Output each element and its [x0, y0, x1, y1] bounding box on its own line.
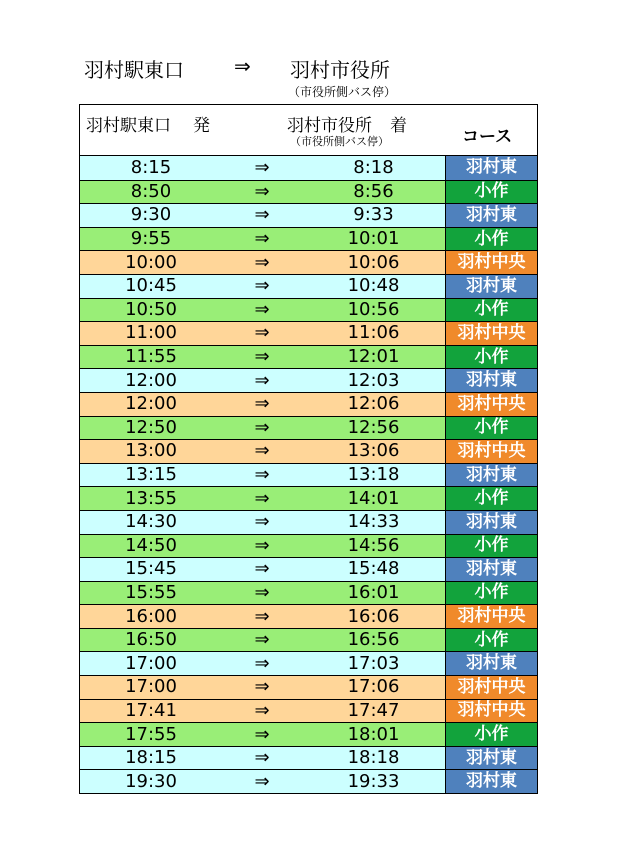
table-row: [80, 298, 537, 322]
arrow-icon: ⇒: [254, 416, 270, 438]
departure-time: 9:30: [130, 204, 172, 226]
arrow-icon: ⇒: [254, 180, 270, 202]
arrow-icon: ⇒: [254, 770, 270, 792]
course-badge: 小作: [445, 487, 537, 510]
arrival-time: 17:06: [347, 676, 400, 698]
departure-time: 17:55: [125, 723, 177, 745]
arrival-time: 9:33: [353, 204, 394, 226]
arrow-icon: ⇒: [254, 699, 270, 721]
course-badge: 小作: [445, 535, 537, 558]
header-course: コース: [462, 127, 513, 147]
course-badge: 小作: [445, 181, 537, 204]
arrival-time: 16:01: [347, 581, 400, 603]
header-departure-suffix: 発: [193, 116, 210, 136]
arrival-time: 10:56: [347, 298, 400, 320]
arrival-time: 16:06: [347, 605, 400, 627]
arrow-icon: ⇒: [254, 251, 270, 273]
table-row: [80, 439, 537, 463]
table-row: [80, 628, 537, 652]
arrival-time: 10:01: [347, 228, 400, 250]
departure-time: 11:55: [125, 346, 177, 368]
departure-time: 15:55: [125, 581, 177, 603]
title-origin: 羽村駅東口: [84, 58, 184, 82]
course-badge: 羽村中央: [445, 440, 537, 463]
departure-time: 13:55: [125, 487, 177, 509]
table-row: [80, 699, 537, 723]
arrow-icon: ⇒: [254, 464, 270, 486]
arrival-time: 13:06: [347, 440, 400, 462]
title-destination: 羽村市役所: [290, 58, 390, 82]
arrow-icon: ⇒: [254, 346, 270, 368]
arrival-time: 10:48: [347, 275, 400, 297]
arrow-icon: ⇒: [254, 652, 270, 674]
arrow-icon: ⇒: [254, 298, 270, 320]
arrow-icon: ⇒: [254, 605, 270, 627]
departure-time: 11:00: [125, 322, 177, 344]
course-badge: 小作: [445, 417, 537, 440]
table-row: [80, 675, 537, 699]
departure-time: 10:50: [125, 298, 177, 320]
table-row: [80, 534, 537, 558]
table-row: [80, 746, 537, 770]
arrival-time: 13:18: [347, 464, 400, 486]
departure-time: 9:55: [130, 228, 172, 250]
arrow-icon: ⇒: [254, 440, 270, 462]
table-row: [80, 651, 537, 675]
table-row: [80, 274, 537, 298]
departure-time: 8:50: [130, 180, 172, 202]
arrival-time: 11:06: [347, 322, 400, 344]
course-badge: 羽村東: [445, 511, 537, 534]
departure-time: 17:41: [125, 699, 177, 721]
departure-time: 17:00: [125, 676, 177, 698]
arrow-icon: ⇒: [254, 156, 270, 178]
arrival-time: 12:01: [347, 346, 400, 368]
departure-time: 13:00: [125, 440, 177, 462]
departure-time: 13:15: [125, 464, 177, 486]
arrow-icon: ⇒: [254, 204, 270, 226]
arrow-icon: ⇒: [254, 723, 270, 745]
departure-time: 10:00: [125, 251, 177, 273]
arrow-icon: ⇒: [254, 487, 270, 509]
table-row: [80, 345, 537, 369]
course-badge: 羽村東: [445, 652, 537, 675]
table-row: [80, 368, 537, 392]
arrival-time: 19:33: [347, 770, 400, 792]
arrival-time: 14:01: [347, 487, 400, 509]
departure-time: 14:50: [125, 534, 177, 556]
table-row: [80, 416, 537, 440]
arrival-time: 10:06: [347, 251, 400, 273]
table-row: [80, 486, 537, 510]
departure-time: 12:00: [125, 393, 177, 415]
arrow-icon: ⇒: [254, 511, 270, 533]
header-arrival-note: （市役所側バス停）: [290, 135, 389, 148]
timetable-header: [80, 105, 537, 156]
table-row: [80, 250, 537, 274]
header-departure-stop: 羽村駅東口: [86, 116, 171, 136]
arrow-icon: ⇒: [254, 581, 270, 603]
departure-time: 17:00: [125, 652, 177, 674]
arrow-icon: ⇒: [254, 393, 270, 415]
timetable: [79, 104, 538, 794]
table-row: [80, 156, 537, 180]
course-badge: 羽村東: [445, 156, 537, 180]
arrival-time: 17:03: [347, 652, 400, 674]
header-departure: [86, 111, 210, 136]
course-badge: 羽村東: [445, 275, 537, 298]
arrow-icon: ⇒: [254, 322, 270, 344]
arrival-time: 12:03: [347, 369, 400, 391]
departure-time: 10:45: [125, 275, 177, 297]
course-badge: 羽村中央: [445, 251, 537, 274]
course-badge: 羽村東: [445, 747, 537, 770]
departure-time: 16:50: [125, 629, 177, 651]
course-badge: 羽村中央: [445, 605, 537, 628]
arrival-time: 14:56: [347, 534, 400, 556]
table-row: [80, 581, 537, 605]
course-badge: 小作: [445, 723, 537, 746]
course-badge: 羽村東: [445, 369, 537, 392]
departure-time: 14:30: [125, 511, 177, 533]
header-arrival-stop: 羽村市役所: [287, 116, 372, 136]
table-row: [80, 180, 537, 204]
arrow-icon: ⇒: [254, 629, 270, 651]
arrival-time: 12:56: [347, 416, 400, 438]
title-destination-note: （市役所側バス停）: [288, 85, 397, 99]
course-badge: 羽村中央: [445, 322, 537, 345]
arrow-icon: ⇒: [254, 228, 270, 250]
course-badge: 小作: [445, 582, 537, 605]
arrival-time: 18:18: [347, 747, 400, 769]
table-row: [80, 604, 537, 628]
table-row: [80, 321, 537, 345]
table-row: [80, 557, 537, 581]
arrival-time: 15:48: [347, 558, 400, 580]
course-badge: 羽村中央: [445, 700, 537, 723]
table-row: [80, 722, 537, 746]
departure-time: 12:00: [125, 369, 177, 391]
departure-time: 12:50: [125, 416, 177, 438]
departure-time: 15:45: [125, 558, 177, 580]
header-arrival-suffix: 着: [390, 116, 407, 136]
course-badge: 羽村東: [445, 204, 537, 227]
course-badge: 小作: [445, 346, 537, 369]
arrow-icon: ⇒: [254, 534, 270, 556]
departure-time: 16:00: [125, 605, 177, 627]
arrow-icon: ⇒: [254, 558, 270, 580]
arrival-time: 16:56: [347, 629, 400, 651]
arrival-time: 8:18: [353, 156, 394, 178]
course-badge: 羽村東: [445, 464, 537, 487]
arrow-icon: ⇒: [254, 275, 270, 297]
course-badge: 小作: [445, 299, 537, 322]
table-row: [80, 227, 537, 251]
arrow-icon: ⇒: [254, 747, 270, 769]
course-badge: 小作: [445, 629, 537, 652]
table-row: [80, 203, 537, 227]
course-badge: 小作: [445, 228, 537, 251]
arrival-time: 17:47: [347, 699, 400, 721]
departure-time: 8:15: [130, 156, 172, 178]
arrival-time: 18:01: [347, 723, 400, 745]
timetable-body: [80, 156, 537, 793]
table-row: [80, 463, 537, 487]
course-badge: 羽村中央: [445, 393, 537, 416]
table-row: [80, 510, 537, 534]
arrival-time: 14:33: [347, 511, 400, 533]
course-badge: 羽村中央: [445, 676, 537, 699]
page-title: [84, 54, 390, 83]
title-arrow-icon: ⇒: [234, 54, 251, 78]
course-badge: 羽村東: [445, 558, 537, 581]
course-badge: 羽村東: [445, 770, 537, 793]
table-row: [80, 392, 537, 416]
table-row: [80, 769, 537, 793]
arrow-icon: ⇒: [254, 369, 270, 391]
departure-time: 19:30: [125, 770, 177, 792]
arrow-icon: ⇒: [254, 676, 270, 698]
arrival-time: 12:06: [347, 393, 400, 415]
arrival-time: 8:56: [353, 180, 394, 202]
departure-time: 18:15: [125, 747, 177, 769]
